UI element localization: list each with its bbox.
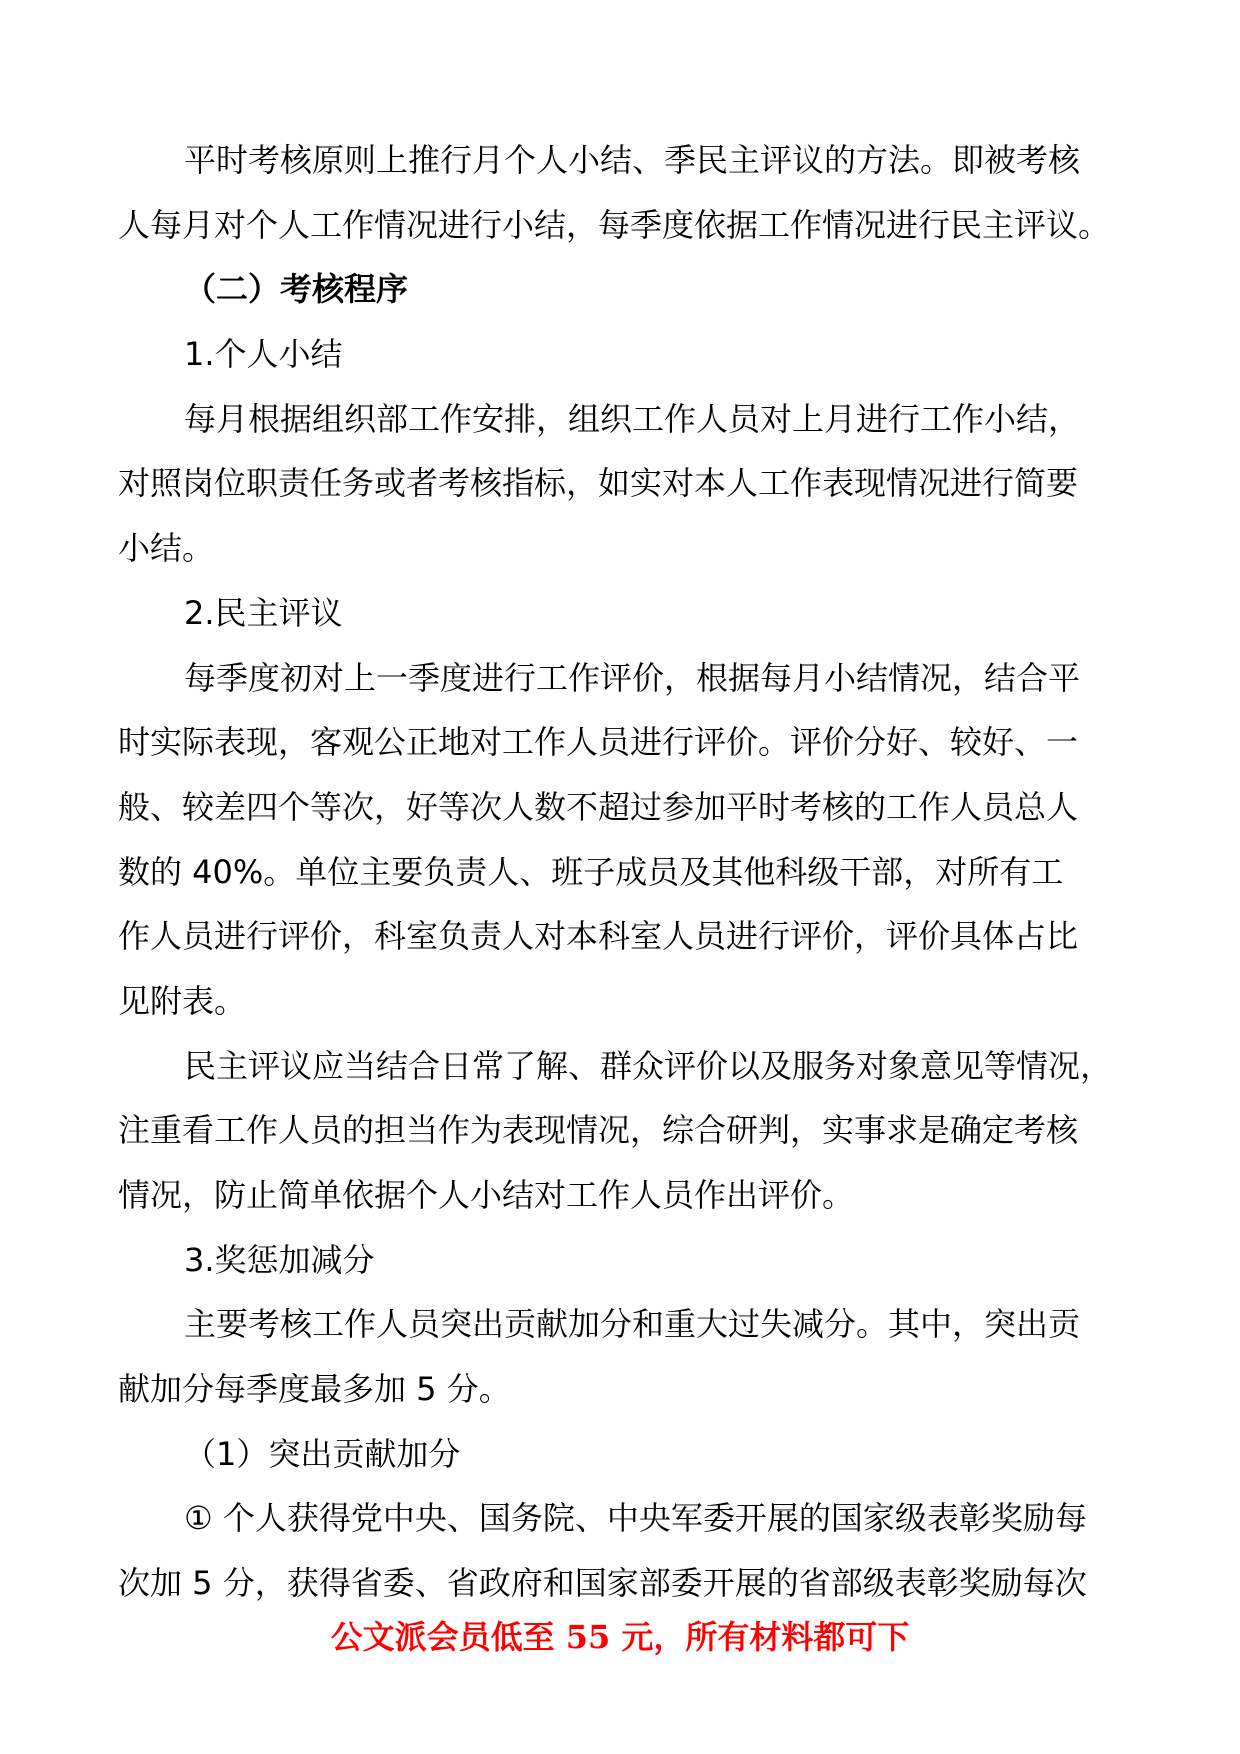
paragraph-line: 每季度初对上一季度进行工作评价，根据每月小结情况，结合平 <box>184 658 1081 697</box>
paragraph-line: 小结。 <box>118 529 215 568</box>
paragraph-line: 对照岗位职责任务或者考核指标，如实对本人工作表现情况进行简要 <box>118 464 1079 503</box>
section-heading: （二）考核程序 <box>184 270 409 309</box>
paragraph-line: 每月根据组织部工作安排，组织工作人员对上月进行工作小结， <box>184 399 1081 438</box>
paragraph-line: 情况，防止简单依据个人小结对工作人员作出评价。 <box>118 1176 855 1214</box>
paragraph-line: 次加 5 分，获得省委、省政府和国家部委开展的省部级表彰奖励每次 <box>118 1564 1087 1603</box>
paragraph-line: 民主评议应当结合日常了解、群众评价以及服务对象意见等情况， <box>184 1046 1113 1085</box>
subheading: 2.民主评议 <box>184 593 343 632</box>
promo-footer: 公文派会员低至 55 元，所有材料都可下 <box>330 1618 910 1656</box>
paragraph-line: ① 个人获得党中央、国务院、中央军委开展的国家级表彰奖励每 <box>184 1499 1087 1538</box>
paragraph-line: 时实际表现，客观公正地对工作人员进行评价。评价分好、较好、一 <box>118 723 1079 762</box>
paragraph-line: 注重看工作人员的担当作为表现情况，综合研判，实事求是确定考核 <box>118 1111 1079 1150</box>
paragraph-line: 主要考核工作人员突出贡献加分和重大过失减分。其中，突出贡 <box>184 1305 1081 1344</box>
paragraph-line: 人每月对个人工作情况进行小结，每季度依据工作情况进行民主评议。 <box>118 205 1111 244</box>
subheading: 3.奖惩加减分 <box>184 1240 375 1279</box>
paragraph-line: 献加分每季度最多加 5 分。 <box>118 1370 511 1409</box>
paragraph-line: 见附表。 <box>118 981 247 1020</box>
document-body <box>118 128 1128 1616</box>
paragraph-line: 般、较差四个等次，好等次人数不超过参加平时考核的工作人员总人 <box>118 787 1079 826</box>
paragraph-line: 作人员进行评价，科室负责人对本科室人员进行评价，评价具体占比 <box>118 917 1079 956</box>
subheading: 1.个人小结 <box>184 335 343 374</box>
paragraph-line: 平时考核原则上推行月个人小结、季民主评议的方法。即被考核 <box>184 141 1081 179</box>
subheading: （1）突出贡献加分 <box>184 1434 461 1473</box>
paragraph-line: 数的 40%。单位主要负责人、班子成员及其他科级干部，对所有工 <box>118 852 1064 891</box>
